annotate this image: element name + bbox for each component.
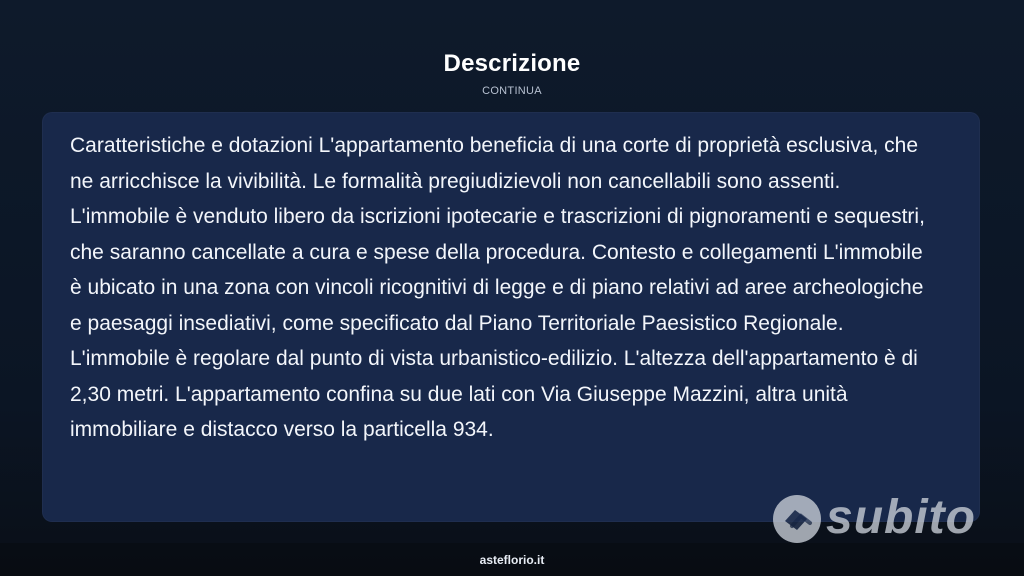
description-text: Caratteristiche e dotazioni L'appartamento beneficia di una corte di proprietà esclusiva, che ne arricchisce la vivibilità. Le formalità pregiudizievoli non cancellabili sono assenti. L'immobile è venduto libero da iscrizioni ipotecarie e trascrizioni di pignoramenti e sequestri, che saranno cancellate a cura e spese della procedura. Contesto e collegamenti L'immobile è ubicato in una zona con vincoli ricognitivi di legge e di piano relativi ad aree archeologiche e paesaggi insediativi, come specificato dal Piano Territoriale Paesistico Regionale. L'immobile è regolare dal punto di vista urbanistico-edilizio. L'altezza dell'appartamento è di 2,30 metri. L'appartamento confina su due lati con Via Giuseppe Mazzini, altra unità immobiliare e distacco verso la particella 934. [70, 134, 925, 441]
footer [0, 543, 1024, 576]
watermark-brand-text: subito [826, 491, 976, 544]
page-title: Descrizione [443, 50, 581, 77]
footer-site-label: asteflorio.it [479, 553, 545, 567]
page-header [0, 48, 1024, 98]
description-card [42, 112, 980, 522]
continue-link[interactable]: CONTINUA [482, 85, 542, 97]
